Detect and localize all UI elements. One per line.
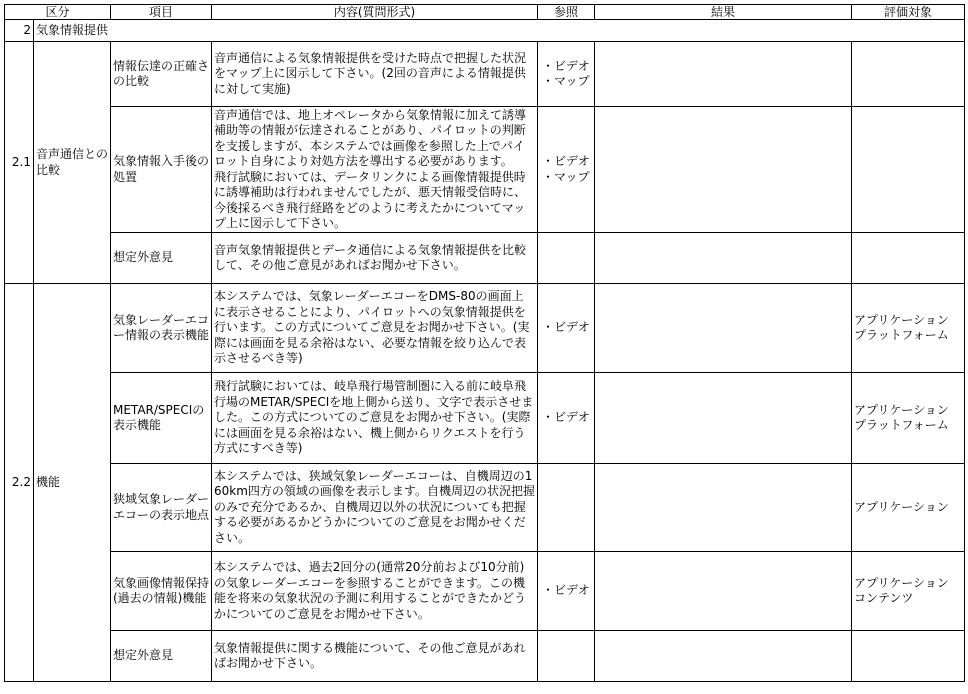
target-cell: アプリケーション プラットフォーム xyxy=(852,284,965,373)
reference-cell xyxy=(538,631,595,682)
reference-item: ・マップ xyxy=(542,74,590,88)
header-result: 結果 xyxy=(595,5,852,20)
evaluation-table xyxy=(4,4,965,682)
item-cell: 狭域気象レーダーエコーの表示地点 xyxy=(111,464,212,552)
item-cell: 気象レーダーエコー情報の表示機能 xyxy=(111,284,212,373)
header-division: 区分 xyxy=(5,5,111,20)
target-cell: アプリケーション xyxy=(852,464,965,552)
reference-item: ・ビデオ xyxy=(542,154,590,168)
item-cell: 情報伝達の正確さの比較 xyxy=(111,42,212,107)
target-cell: アプリケーション コンテンツ xyxy=(852,552,965,631)
table-row xyxy=(5,284,965,373)
reference-item: ・ビデオ xyxy=(542,320,590,335)
target-cell xyxy=(852,107,965,233)
header-content: 内容(質問形式) xyxy=(212,5,538,20)
header-reference: 参照 xyxy=(538,5,595,20)
reference-cell xyxy=(538,42,595,107)
content-cell: 音声通信では、地上オペレータから気象情報に加えて誘導補助等の情報が伝達されることがあり、パイロットの判断を支援しますが、本システムでは画像を参照した上でパイロット自身により対処方法を導出する必要があります。 飛行試験においては、データリンクによる画像情報提供時に誘導補助は行われませんでしたが、悪天情報受信時に、今後採るべき飛行経路をどのように考えたかについてマップ上に図示して下さい。 xyxy=(212,107,538,233)
table-row xyxy=(5,464,965,552)
target-cell: アプリケーション プラットフォーム xyxy=(852,373,965,464)
result-cell xyxy=(595,107,852,233)
group-title: 音声通信との比較 xyxy=(34,42,111,284)
result-cell xyxy=(595,464,852,552)
reference-cell xyxy=(538,552,595,631)
reference-item: ・ビデオ xyxy=(542,410,590,425)
section-row xyxy=(5,20,965,42)
table-row xyxy=(5,107,965,233)
table-row xyxy=(5,42,965,107)
item-cell: METAR/SPECIの表示機能 xyxy=(111,373,212,464)
target-cell xyxy=(852,631,965,682)
reference-item: ・ビデオ xyxy=(542,583,590,598)
item-cell: 気象情報入手後の処置 xyxy=(111,107,212,233)
result-cell xyxy=(595,284,852,373)
result-cell xyxy=(595,552,852,631)
result-cell xyxy=(595,631,852,682)
reference-cell xyxy=(538,233,595,284)
item-cell: 気象画像情報保持(過去の情報)機能 xyxy=(111,552,212,631)
reference-cell xyxy=(538,284,595,373)
content-cell: 本システムでは、過去2回分の(通常20分前および10分前)の気象レーダーエコーを参照することができます。この機能を将来の気象状況の予測に利用することができたかどうかについてのご意見をお聞かせ下さい。 xyxy=(212,552,538,631)
header-item: 項目 xyxy=(111,5,212,20)
group-number: 2.2 xyxy=(5,284,34,682)
group-number: 2.1 xyxy=(5,42,34,284)
reference-cell xyxy=(538,107,595,233)
table-row xyxy=(5,552,965,631)
content-cell: 気象情報提供に関する機能について、その他ご意見があればお聞かせ下さい。 xyxy=(212,631,538,682)
item-cell: 想定外意見 xyxy=(111,233,212,284)
group-title: 機能 xyxy=(34,284,111,682)
header-target: 評価対象 xyxy=(852,5,965,20)
content-cell: 本システムでは、気象レーダーエコーをDMS-80の画面上に表示させることにより、パイロットへの気象情報提供を行います。この方式についてご意見をお聞かせ下さい。(実際には画面を見る余裕はない、必要な情報を絞り込んで表示させるべき等) xyxy=(212,284,538,373)
reference-item: ・マップ xyxy=(542,169,590,184)
reference-cell xyxy=(538,373,595,464)
result-cell xyxy=(595,233,852,284)
content-cell: 飛行試験においては、岐阜飛行場管制圏に入る前に岐阜飛行場のMETAR/SPECIを地上側から送り、文字で表示させました。この方式についてのご意見をお聞かせ下さい。(実際には画面を見る余裕はない、機上側からリクエストを行う方式にすべき等) xyxy=(212,373,538,464)
content-cell: 音声気象情報提供とデータ通信による気象情報提供を比較して、その他ご意見があればお聞かせ下さい。 xyxy=(212,233,538,284)
reference-item: ・ビデオ xyxy=(542,58,590,73)
section-title: 気象情報提供 xyxy=(34,20,965,42)
item-cell: 想定外意見 xyxy=(111,631,212,682)
table-row xyxy=(5,631,965,682)
result-cell xyxy=(595,42,852,107)
section-number: 2 xyxy=(5,20,34,42)
target-cell xyxy=(852,42,965,107)
content-cell: 本システムでは、狭域気象レーダーエコーは、自機周辺の160km四方の領域の画像を表示します。自機周辺の状況把握のみで充分であるか、自機周辺以外の状況についても把握する必要があるかどうかについてのご意見をお聞かせください。 xyxy=(212,464,538,552)
result-cell xyxy=(595,373,852,464)
header-row xyxy=(5,5,965,20)
table-row xyxy=(5,373,965,464)
table-row xyxy=(5,233,965,284)
reference-cell xyxy=(538,464,595,552)
content-cell: 音声通信による気象情報提供を受けた時点で把握した状況をマップ上に図示して下さい。(2回の音声による情報提供に対して実施) xyxy=(212,42,538,107)
table-body xyxy=(5,20,965,682)
target-cell xyxy=(852,233,965,284)
